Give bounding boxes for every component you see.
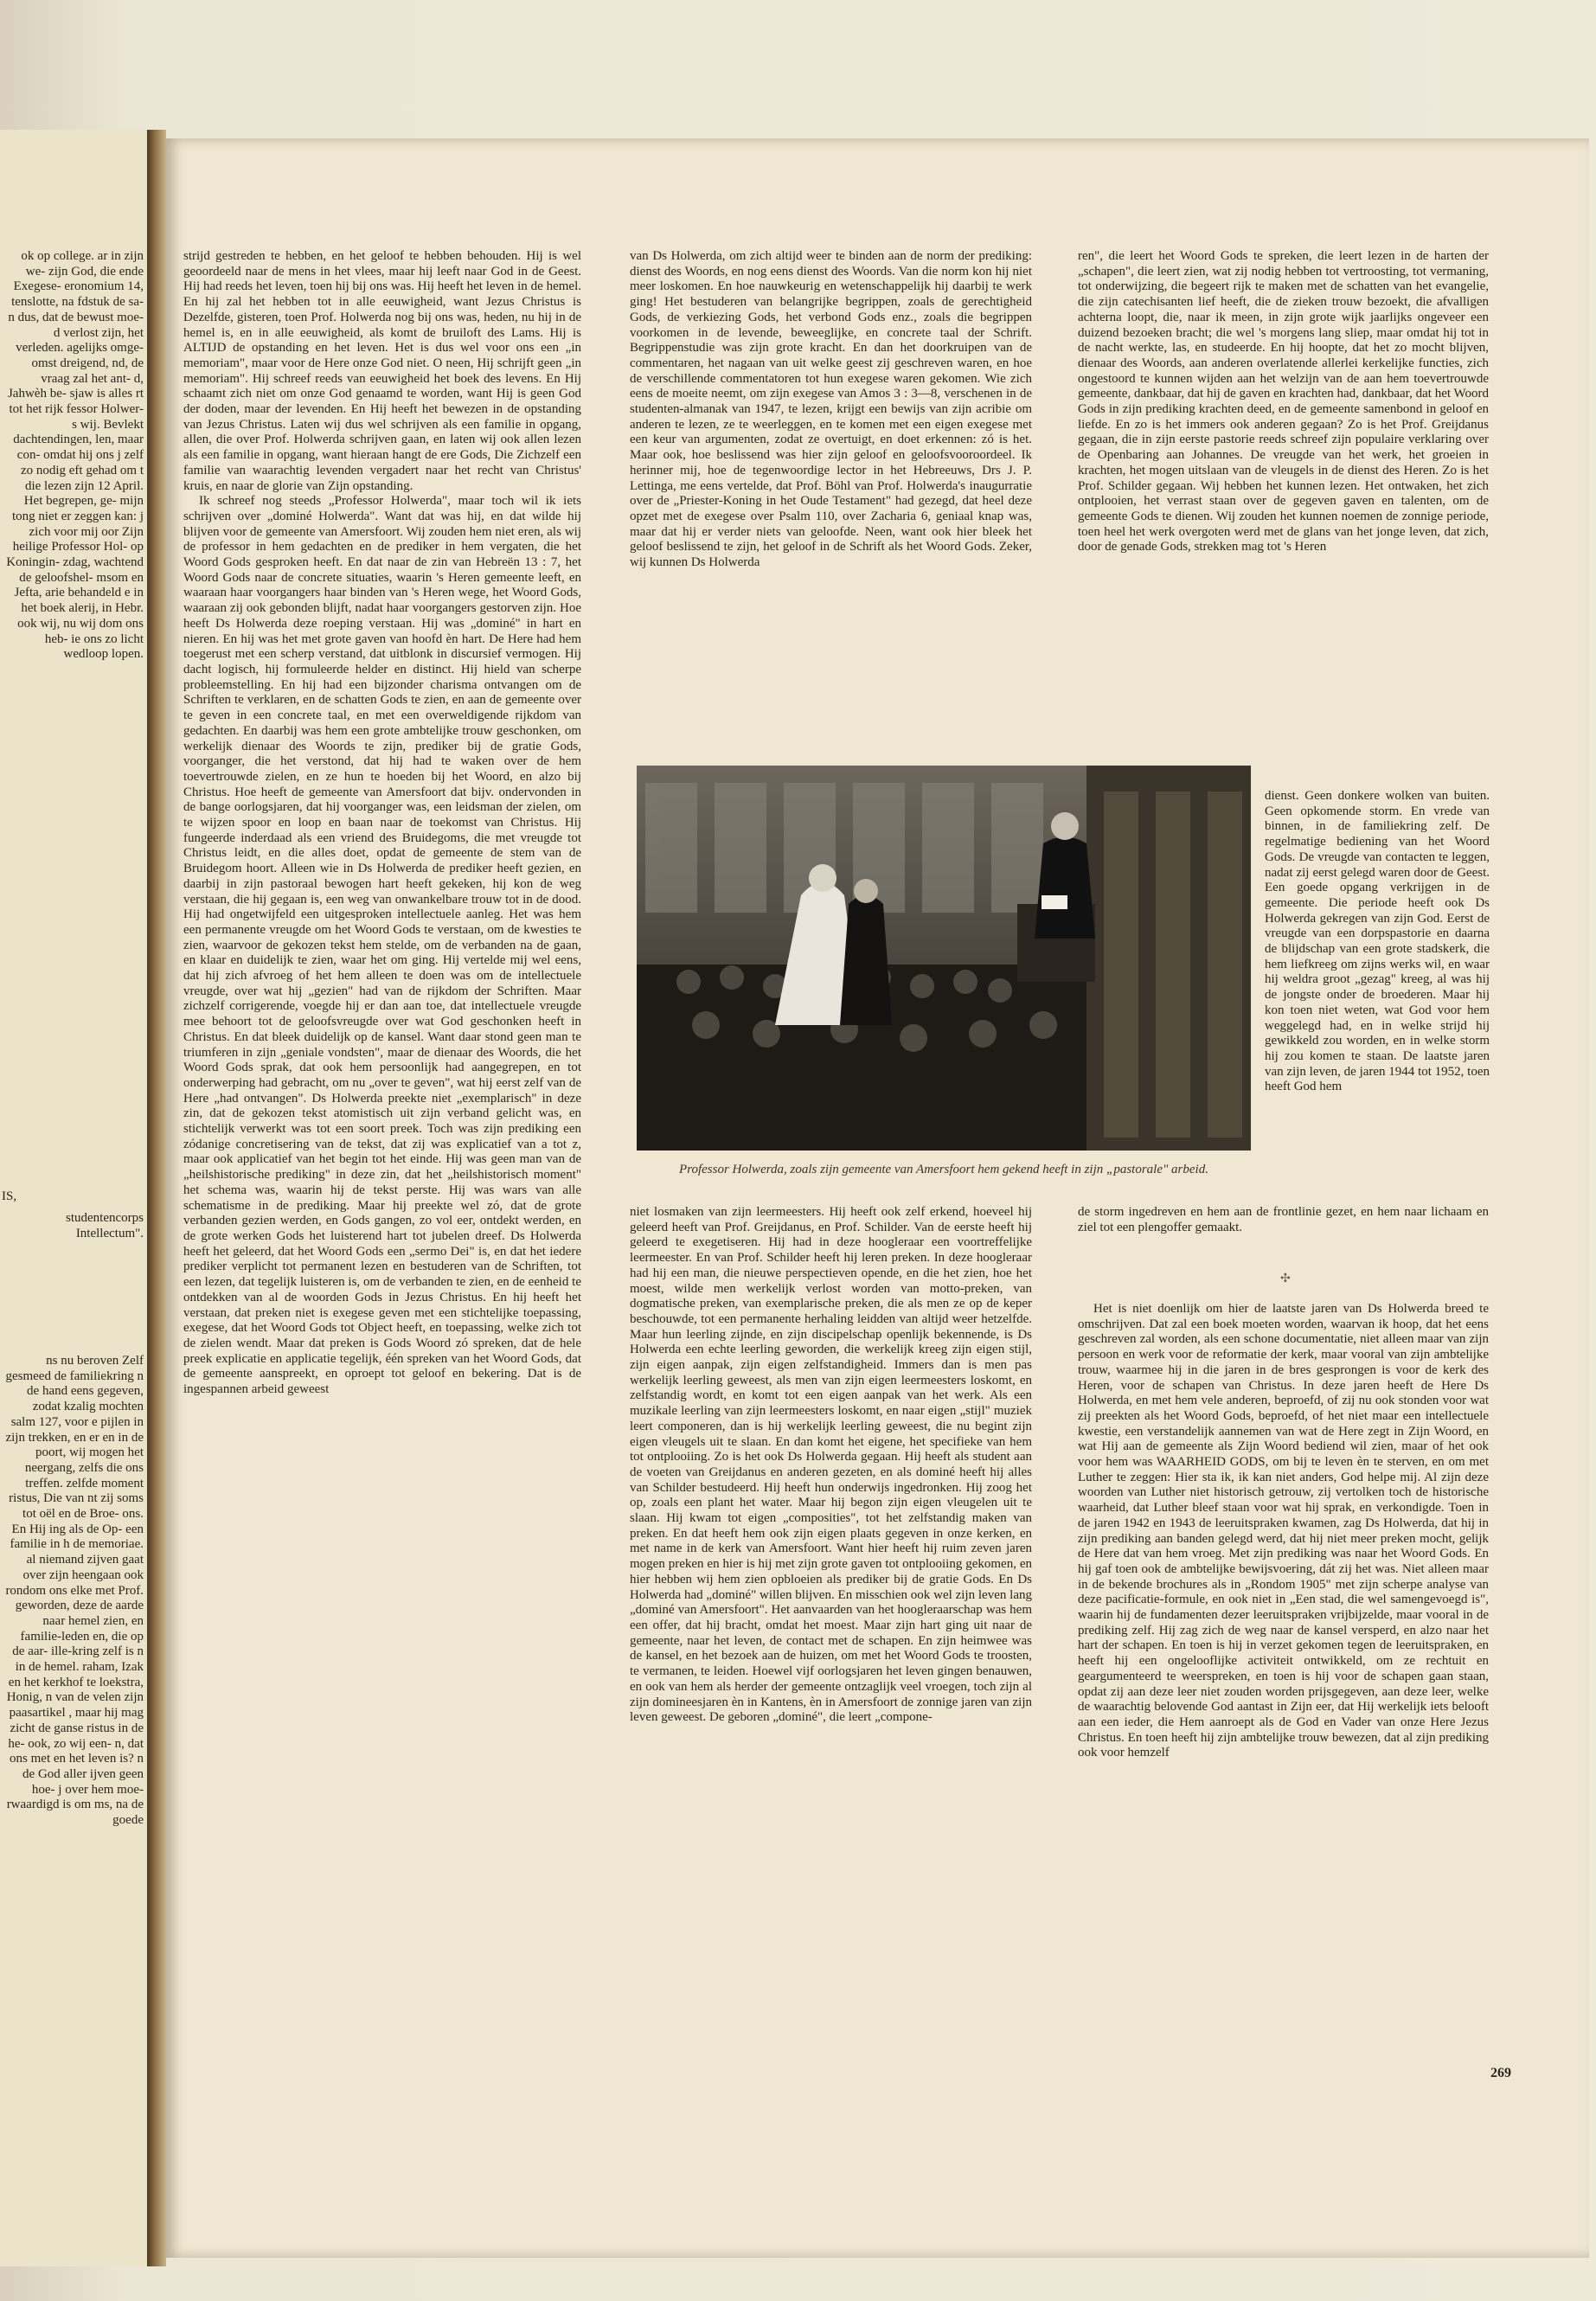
column-2-bottom: niet losmaken van zijn leermeesters. Hij heeft ook zelf erkend, hoeveel hij geleerd heeft van Prof. Greijdanus, en Prof. Schilder. Van de eerste heeft hij geleerd te exegetiseren. Hij had in deze hoogleraar een voortreffelijke leermeester. En van Prof. Schilder heeft hij leren preken. In deze hoogleraar had hij een man, die nieuwe perspectieven opende, en die het zien, hoe het moest, wilde men werkelijk verlost worden van motto-preken, van dogmatische preken, van exemplarische preken, die als men ze op de keper beschouwde, tot een permanente herhaling leidden van altijd weer hetzelfde. Maar hun leerling zijnde, en zijn discipelschap openlijk bekennende, is Ds Holwerda een echte leerling geworden, die werkelijk kreeg zijn eigen stijl, zijn eigen aanpak, zijn eigen zelfstandigheid. Immers dan is men pas werkelijk leerling geweest, als men van zijn eigen leermeesters loskomt, en zelfstandig wordt, en komt tot een eigen aanpak van het werk. Als een muzikale leerling van zijn leermeesters loskomt, en naar eigen „stijl" muziek leert componeren, dan is hij werkelijk leerling geweest, die nu begint zijn eigen vleugels uit te slaan. En dan komt het eigene, het specifieke van hem tot ontplooiing. Zo is het ook Ds Holwerda gegaan. Hij heeft als student aan de voeten van Greijdanus en anderen gezeten, en als dominé heeft hij alles van Schilder bestudeerd. Hij heeft hun onderwijs ingedronken. Hij zoog het op, zoals een plant het water. Maar hij begon zijn eigen vleugelen uit te slaan. Hij kwam tot eigen „composities", tot het zelfstandig maken van preken. En dat heeft hem ook zijn eigen plaats gegeven in onze kerken, en met name in de kerk van Amersfoort. Want hier heeft hij ruim zeven jaren mogen preken en hier is hij met zijn grote gaven tot ontplooiing gekomen, en hier hebben wij hem zien opbloeien als prediker bij de gratie Gods. En Ds Holwerda had „dominé" willen blijven. En misschien ook wel zijn leven lang „dominé van Amersfoort". Het aanvaarden van het hoogleraarschap was hem een offer, dat hij bracht, omdat het moest. Maar zijn hart ging uit naar de gemeente, naar het leven, de contact met de schapen. En zijn heimwee was de kansel, en het bezoek aan de huizen, om met het Woord Gods te troosten, te vermanen, te leiden. Hoewel vijf oorlogsjaren het leven gingen benauwen, en ook van hem als herder der gemeente ontzaglijk veel vroegen, toch zijn al zijn domineesjaren èn in Kantens, èn in Amersfoort de zonnige jaren van zijn leven geweest. De geboren „dominé", die leert „compone-: [630, 1205, 1032, 1725]
column-3-after-photo: de storm ingedreven en hem aan de frontlinie gezet, en hem naar lichaam en ziel tot een plengoffer gemaakt.: [1078, 1205, 1489, 1234]
column-3-top: ren", die leert het Woord Gods te spreken, die leert lezen in de harten der „schapen", die leert zien, wat zij nodig hebben tot vertroosting, tot vermaning, tot onderwijzing, die begeert rijk te maken met de schatten van het evangelie, die zijn catechisanten lief heeft, die de zieken trouw bezoekt, die afvalligen achterna loopt, die, naar ik meen, in zijn grote wijk jaarlijks ongeveer een duizend bezoeken bracht; die wel 's morgens lang sliep, maar omdat hij tot in de nacht werkte, las, en studeerde. En hij hoopte, dat het zo mocht blijven, dienaar des Woords, aan anderen overlatende allerlei kerkelijke functies, zich ongestoord te kunnen wijden aan het welzijn van de aan hem toevertrouwde gemeente, dankbaar, dat hij de gaven en krachten had, dankbaar, dat het Woord Gods in zijn prediking krachten deed, en de gemeente samenbond in geloof en liefde. En zo is het immers ook anderen gegaan? Zo is het Prof. Greijdanus gegaan, die in zijn eerste pastorie reeds schreef zijn populaire verklaring over de Openbaring aan Johannes. De vreugde van het werk, het groeien in krachten, het mogen uitslaan van de vleugels in de dienst des Heren. Zo is het Prof. Schilder gegaan. Wij hebben het kunnen lezen. Het ontwaken, het zich ontplooien, het verrast staan over de gegeven gaven en talenten, om de gemeente Gods te dienen. Wij zouden het kunnen noemen de zonnige periode, toen heel het werk overgoten werd met de glans van het jonge leven, dat zich, door de genade Gods, strekken mag tot 's Heren: [1078, 249, 1489, 554]
column-3-final: Het is niet doenlijk om hier de laatste jaren van Ds Holwerda breed te omschrijven. Dat zal een boek moeten worden, waarvan ik hoop, dat het eens geschreven zal worden, als een schone documentatie, niet alleen maar van zijn persoon en werk voor de reformatie der kerk, maar vooral van zijn ambtelijke trouw, waarmee hij in die jaren in de bres gesprongen is voor de kerk des Heren, voor de schapen van Christus. In deze jaren heeft de Here Ds Holwerda, en met hem vele anderen, beproefd, of zij nu ook stonden voor wat zij preekten als het Woord Gods, beproefd, of het niet maar een intellectuele kwestie, een verstandelijk aannemen van wat de Here zegt in Zijn Woord, en wat Hij aan de gemeente als Zijn Woord bediend wil zien, maar of het ook voor hem was WAARHEID GODS, om bij te leven èn te sterven, en om met Luther te zeggen: Hier sta ik, ik kan niet anders, God helpe mij. Al zijn deze woorden van Luther niet historisch getrouw, zij vertolken toch de historische waarheid, dat Luther bleef staan voor wat hij sprak, en verkondigde. Toen in de jaren 1942 en 1943 de leeruitspraken kwamen, zag Ds Holwerda, dat hij in zijn prediking aan banden gelegd werd, dat hij niet meer preken mocht, gelijk de Here dat van hem vroeg. Met zijn prediking was naar het Woord Gods. En hij gaf toen ook de ambtelijke bewijsvoering, dát zij het was. Niet alleen maar in de bekende brochures als in „Rondom 1905" met zijn scherpe analyse van deze pacificatie-formule, en ook niet in „Een stad, die wel samengevoegd is", waarin hij de fundamenten dezer leeruitspraken vrijbijzelde, maar vooral in de prediking zelf. Hij zag zich de weg naar de kansel versperd, en alzo naar het hart der schapen. En toen is hij in verzet gekomen tegen de leeruitspraken, en heeft hij een ongelooflijke activiteit ontwikkeld, om ze rechtuit en geargumenteerd te weerspreken, en toen is hij voor de schapen gaan staan, opdat zij aan deze leer niet zouden worden prijsgegeven, aan deze leer, welke de waarachtig belovende God aantast in Zijn eer, dat Hij werkelijk iets belooft aan een ieder, die Hem aanroept als de God en Vader van onze Here Jezus Christus. En toen heeft hij zijn ambtelijke trouw bewezen, dat al zijn prediking ook voor hemzelf: [1078, 1302, 1489, 1760]
left-page-fragment: [0, 130, 147, 2266]
left-signature: IS,: [2, 1189, 17, 1203]
section-ornament: ✣: [1280, 1272, 1291, 1285]
column-1-paragraph-2: Ik schreef nog steeds „Professor Holwerda", maar toch wil ik iets schrijven over „dominé Holwerda". Want dat was hij, en dat wilde hij blijven voor de gemeente van Amersfoort. Wij zouden hem niet eren, als wij de professor in hem gedachten en de prediker in hem vergaten, die het Woord Gods gesproken heeft. En dat naar de zin van Hebreën 13 : 7, het Woord Gods naar de concrete situaties, waarin 's Heren gemeente leeft, en waaraan haar voorgangers haar binden van 's Heren wege, het Woord Gods, waaraan zij ook gebonden blijft, nadat haar voorgangers gestorven zijn. Hoe heeft Ds Holwerda deze roeping verstaan. Hij was „dominé" in hart en nieren. En hij was het met grote gaven van hoofd èn hart. De Here had hem toegerust met een scherp verstand, dat uitblonk in discursief vermogen. Hij dacht logisch, hij formuleerde helder en distinct. Hij hield van scherpe probleemstelling. En hij had een bijzonder charisma ontvangen om de Schriften te verklaren, en de schatten Gods te zien, en aan de gemeente over te geven in een concrete taal, en met een overweldigende rijkdom van gedachten. En daarbij was hem een grote ambtelijke trouw geschonken, om werkelijk dienaar des Woords te zijn, prediker bij de gratie Gods, voorganger, die het verstond, dat hij had te waken over de hem toevertrouwde zielen, en ze hun te hoeden bij het Woord, en alzo bij Christus. Hoe heeft de gemeente van Amersfoort dat bijv. ondervonden in de bange oorlogsjaren, dat hij voorganger was, een leidsman der zielen, om te wijzen spoor en loop en baan naar de toekomst van Christus. Hij fungeerde inderdaad als een vriend des Bruidegoms, die met vreugde tot Christus leidt, en die alles doet, opdat de gemeente de stem van de Bruidegom hoort. Alleen wie in Ds Holwerda de prediker heeft gezien, en daarbij in zijn pastoraal bewogen hart heeft gekeken, hij kon de weg verstaan, die hij gegaan is, een weg van onwankelbare trouw tot in de dood. Hij had ongetwijfeld een uitgesproken intellectuele aanleg. Het was hem een permanente vreugde om het Woord Gods te verstaan, om de kwesties te zien, waarvoor de gekozen tekst hem stelde, om de verbanden na de gaan, en klaar en duidelijk te zien, waar het om ging. Hij vertelde mij wel eens, dat hij zich afvroeg of het hem alleen te doen was om de intellectuele vreugde, over wat hij „gezien" had van de rijkdom der Schriften. Maar zichzelf corrigerende, voegde hij er dan aan toe, dat intellectuele vreugde mee behoort tot de geloofsvreugde over wat God geschonken heeft in Christus. En dat bleek duidelijk op de kansel. Want daar stond geen man te triumferen in zijn „geniale vondsten", maar de dienaar des Woords, die het Woord Gods sprak, dat ook hem persoonlijk had aangegrepen, en tot onderwerping had gebracht, om nu „over te geven", wat hij eerst zelf van de Here „had ontvangen". Ds Holwerda preekte niet „exemplarisch" in deze zin, dat de gekozen tekst atomistisch uit zijn verband gelicht was, en stichtelijk verwerkt was tot een soort preek. Toch was zijn prediking een zódanige concretisering van de tekst, dat zij was explicatief van a tot z, maar ook applicatief van het begin tot het einde. Hij was geen man van de „heilshistorische prediking" in deze zin, dat het „heilshistorisch moment" het schema was, waarin hij de tekst perste. Hij was wars van alle schematisme in de prediking. Maar hij preekte wel zó, dat de grote verbanden gezien werden, en Gods gangen, zo vol eer, ontdekt werden, en de grote werken Gods het luisterend hart tot jubelen dreef. Ds Holwerda heeft het geleerd, dat het Woord Gods een „sermo Dei" is, en dat het iedere prediker verplicht tot permanent lezen en bestuderen van de Schriften, tot een lezen, dat tegelijk luisteren is, om de verbanden te zien, en de eenheid te ontdekken van al de woorden Gods in Jezus Christus. En hij heeft het verstaan, dat preken niet is exegese geven met een stichtelijke toepassing, exegese, dat het Woord Gods tot Object heeft, en toepassing, welke zich tot de zielen wendt. Maar dat preken is Gods Woord zó spreken, dat de hele preek explicatie en applicatie tegelijk, één spreken van het Woord Gods, dat de gemeente aanspreekt, en oproept tot geloof en bekering. Dat is de ingespannen arbeid geweest: [183, 494, 581, 1397]
photo-wedding-ceremony: [637, 766, 1251, 1150]
left-signature-sub: studentencorps Intellectum".: [66, 1211, 144, 1240]
column-1: [183, 249, 581, 2178]
column-2-top: van Ds Holwerda, om zich altijd weer te binden aan de norm der prediking: dienst des Woords, en nog eens dienst des Woords. Van die norm kon hij niet meer loskomen. En hoe nauwkeurig en wetenschappelijk hij daarbij te werk ging! Het bestuderen van belangrijke begrippen, zoals de gerechtigheid Gods, de verkiezing Gods, het verbond Gods enz., zoals die begrippen voorkomen in de levende, beweeglijke, en concrete taal der Schrift. Begrippenstudie was zijn grote kracht. En dan het doorkruipen van de commentaren, het nagaan van uit welke geest zij geschreven waren, en hoe de verschillende commentatoren tot hun exegese waren gekomen. Wie zich eens de moeite neemt, om zijn exegese van Amos 3 : 3—8, verschenen in de studenten-almanak van 1947, te lezen, krijgt een bewijs van zijn acribie om anderen te lezen, ze te weerleggen, en te komen met een eigen exegese met een keur van argumenten, zodat ze overtuigt, en doet erkennen: zó is het. Maar ook, hoe beslissend was hier zijn geloof en geloofsvooroordeel. Ik herinner mij, hoe de tegenwoordige lector in het Hebreeuws, Drs J. P. Lettinga, me eens vertelde, dat Prof. Böhl van Prof. Holwerda's inaugurratie over de „Priester-Koning in het Oude Testament" had gezegd, dat heel deze opzet met de exegese over Psalm 110, over Zacharia 6, geniaal knap was, maar dat hij er verder niets van geloofde. Neen, want ook hier bleek het geloof beslissend te zijn, het geloof in de Schrift als het Woord Gods. Zeker, wij kunnen Ds Holwerda: [630, 249, 1032, 570]
photo-image: [637, 766, 1251, 1150]
photo-caption: Professor Holwerda, zoals zijn gemeente van Amersfoort hem gekend heeft in zijn „pastorale" arbeid.: [679, 1163, 1208, 1176]
book-spine: [147, 130, 166, 2266]
left-text-block-1: ok op college. ar in zijn we- zijn God, die ende Exegese- eronomium 14, tenslotte, na fdstuk de sa- n dus, dat de bewust moe- d verlost zijn, het verleden. agelijks omge- omst dreigend, nd, de vraag zal het ant- d, Jahwèh be- sjaw is alles rt tot het rijk fessor Holwer- s wij. Bevlekt dachtendingen, len, maar con- omdat hij ons j zelf zo nodig eft gehad om t die lezen zijn 12 April. Het begrepen, ge- mijn tong niet er zeggen kan: j zich voor mij oor Zijn heilige Professor Hol- op Koningin- zdag, wachtend de geloofshel- msom en Jefta, arie behandeld e in het boek alerij, in Hebr. ook wij, nu wij dom ons heb- ie ons zo licht wedloop lopen.: [6, 249, 144, 662]
left-text-block-2: ns nu beroven Zelf gesmeed de familiekring n de hand eens gegeven, zodat kzalig mochten salm 127, voor e pijlen in zijn trekken, en er en in de poort, wij mogen het neergang, zelfs die ons treffen. zelfde moment ristus, Die van nt zij soms tot oël en de Broe- ons. En Hij ing als de Op- een familie in h de memoriae. al niemand zijven gaat over zijn heengaan ook rondom ons elke met Prof. geworden, deze de aarde naar hemel zien, en familie-leden en, die op de aar- ille-kring zelf is n in de hemel. raham, Izak en het kerkhof te loekstra, Honig, n van de velen zijn paasartikel , maar hij mag zicht de ganse ristus in de he- ook, zo wij een- n, dat ons met en het leven is? n de God aller ijven geen hoe- j over hem moe- rwaardigd is om ms, na de goede: [5, 1354, 144, 1828]
column-3-narrow: dienst. Geen donkere wolken van buiten. Geen opkomende storm. En vrede van binnen, in de familiekring zelf. De regelmatige bediening van het Woord Gods. De vreugde van contacten te leggen, nadat zij eerst gelegd waren door de Geest. Een goede opgang verkrijgen in de gemeente. Die periode heeft ook Ds Holwerda gekregen van zijn God. Eerst de vreugde van een dorpspastorie en daarna de blijdschap van een grote stadskerk, die hem liefkreeg om zijns werks wil, en waar hij weldra groot „gezag" kreeg, al was hij de jongste onder de broederen. Maar hij kon toen niet weten, wat God voor hem weggelegd had, en in welke strijd hij gewikkeld zou worden, en in welke storm hij zou komen te staan. De laatste jaren van zijn leven, de jaren 1944 tot 1952, toen heeft God hem: [1265, 789, 1490, 1094]
page: [166, 138, 1589, 2258]
column-1-paragraph-1: strijd gestreden te hebben, en het geloof te hebben behouden. Hij is wel geoordeeld naar de mens in het vlees, maar hij leeft naar God in de Geest. Hij had reeds het leven, toen hij bij ons was. Hij heeft het leven in de hemel. En hij zal het hebben tot in alle eeuwigheid, want Jezus Christus is Dezelfde, gisteren, toen Prof. Holwerda nog bij ons was, heden, nu hij in de hemel is, en in alle eeuwigheid, als komt de bruiloft des Lams. Hij is ALTIJD de opstanding en het leven. Het is dus wel voor ons een „in memoriam", maar voor de Here onze God niet. O neen, Hij schrijft geen „in memoriam". Hij schreef reeds van eeuwigheid het boek des levens. En Hij schaamt zich niet om onze God genaamd te worden, want Hij is geen God der doden, maar der levenden. En Hij heeft het bewezen in de opstanding van Jezus Christus. Laten wij dus wel schrijven als een familie in opgang, allen, die over Prof. Holwerda schrijven gaan, en laten wij ook allen lezen als een familie in opgang, want hieraan hangt de ere Gods, Die Zichzelf een familie van waarachtig levenden vergadert naar het recht van Christus' kruis, en naar de glorie van Zijn opstanding.: [183, 249, 581, 493]
page-number: 269: [1490, 2066, 1511, 2080]
